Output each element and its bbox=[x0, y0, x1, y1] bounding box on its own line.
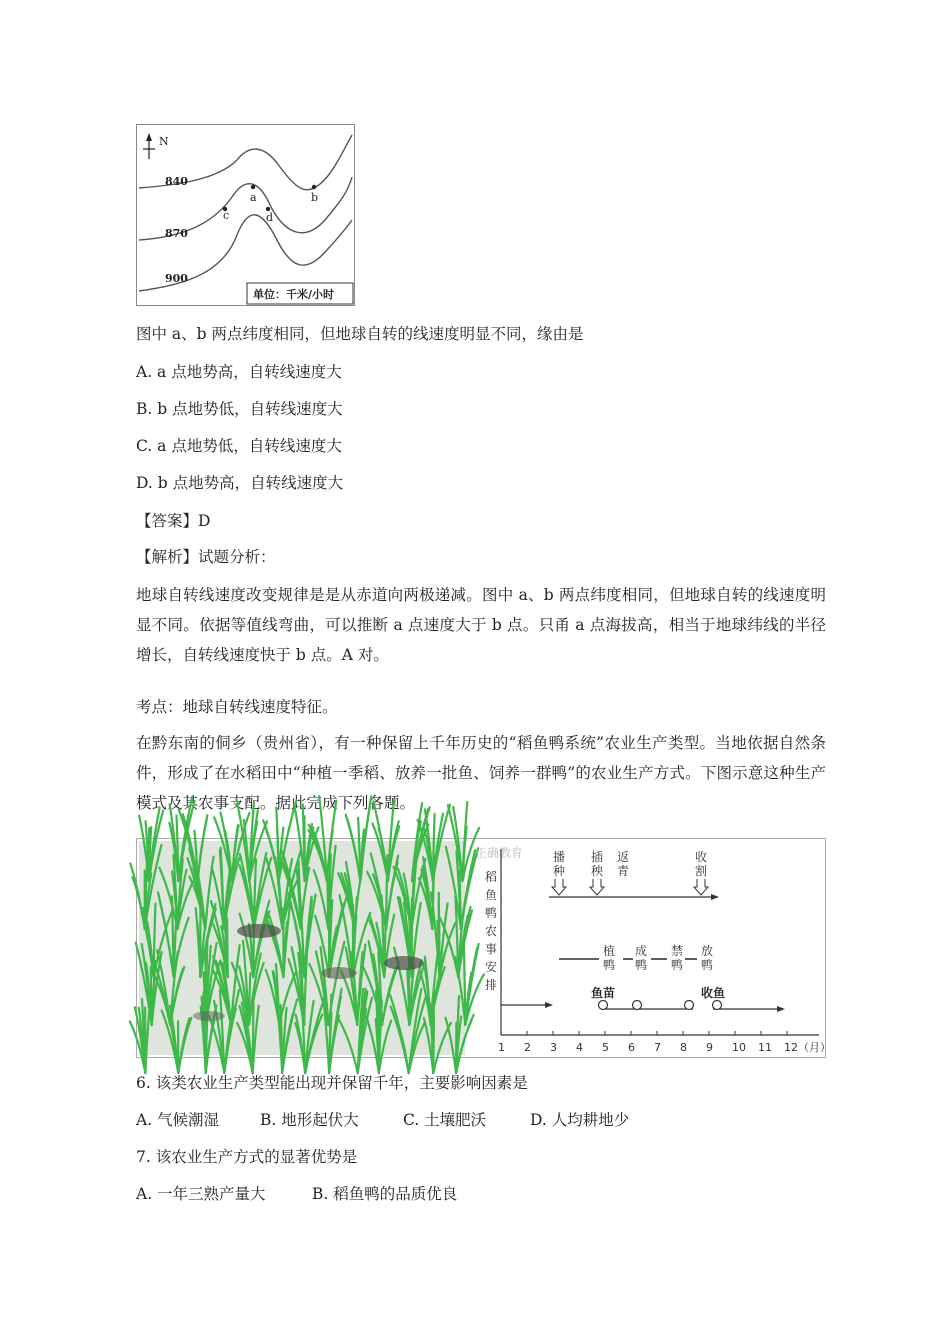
vertical-label-char: 鱼 bbox=[485, 888, 498, 902]
option-c: C. a 点地势低，自转线速度大 bbox=[136, 437, 342, 455]
point-label: d bbox=[266, 211, 274, 224]
north-arrow-icon bbox=[143, 133, 155, 159]
answer: 【答案】D bbox=[136, 512, 211, 530]
kaodian: 考点：地球自转线速度特征。 bbox=[136, 698, 338, 716]
duck-shape bbox=[193, 1011, 225, 1021]
farming-timeline bbox=[467, 839, 831, 1057]
duck-event-label: 鸭 bbox=[635, 958, 648, 972]
duck-event-label: 鸭 bbox=[603, 958, 616, 972]
option-d: D. 人均耕地少 bbox=[530, 1111, 630, 1129]
point-label: c bbox=[223, 209, 230, 222]
option-b: B. b 点地势低，自转线速度大 bbox=[136, 400, 343, 418]
fish-marker bbox=[599, 1001, 608, 1010]
option-b: B. 稻鱼鸭的品质优良 bbox=[312, 1185, 458, 1203]
vertical-label-char: 农 bbox=[485, 924, 498, 938]
fish-marker bbox=[713, 1001, 722, 1010]
month-label: 4 bbox=[576, 1041, 583, 1054]
fish-event-label: 收鱼 bbox=[701, 986, 726, 1000]
options-row bbox=[136, 1183, 457, 1205]
point-b-marker bbox=[312, 185, 316, 189]
question-stem: 7. 该农业生产方式的显著优势是 bbox=[136, 1148, 358, 1166]
duck-shape bbox=[384, 956, 424, 970]
duck-shape bbox=[237, 924, 281, 938]
rice-event-label: 青 bbox=[617, 864, 630, 878]
duck-event-label: 植 bbox=[603, 944, 616, 958]
isoline-figure bbox=[136, 124, 355, 306]
vertical-label-char: 事 bbox=[485, 942, 498, 956]
duck-shape bbox=[321, 967, 357, 979]
month-label: 10 bbox=[732, 1041, 746, 1054]
point-a-marker bbox=[251, 185, 255, 189]
rice-event-label: 秧 bbox=[591, 864, 604, 878]
contour-label: 900 bbox=[165, 272, 188, 285]
month-label: 1 bbox=[498, 1041, 505, 1054]
down-arrow-icon bbox=[590, 879, 604, 895]
duck-event-label: 禁 bbox=[671, 944, 684, 958]
intro-paragraph: 在黔东南的侗乡（贵州省），有一种保留上千年历史的“稻鱼鸭系统”农业生产类型。当地依据自然条件，形成了在水稻田中“种植一季稻、放养一批鱼、饲养一群鸭”的农业生产方式。下图示意这种生产模式及其农事支配。据此完成下列各题。 bbox=[136, 734, 826, 812]
question-stem: 图中 a、b 两点纬度相同，但地球自转的线速度明显不同，缘由是 bbox=[136, 325, 584, 343]
fish-marker bbox=[633, 1001, 642, 1010]
month-label: 5 bbox=[602, 1041, 609, 1054]
contour-label: 870 bbox=[165, 227, 188, 240]
month-label: 2 bbox=[524, 1041, 531, 1054]
contour-label: 840 bbox=[165, 175, 188, 188]
down-arrow-icon bbox=[694, 879, 708, 895]
month-label: 11 bbox=[758, 1041, 772, 1054]
option-a: A. 气候潮湿 bbox=[136, 1111, 220, 1129]
option-c: C. 土壤肥沃 bbox=[403, 1111, 487, 1129]
down-arrow-icon bbox=[552, 879, 566, 895]
rice-event-label: 收 bbox=[695, 850, 708, 864]
analysis-body: 地球自转线速度改变规律是是从赤道向两极递减。图中 a、b 两点纬度相同，但地球自转的线速度明显不同。依据等值线弯曲，可以推断 a 点速度大于 b 点。只甬 a 点海拔高，相当于地球纬线的半径增长，自转线速度快于 b 点。A 对。 bbox=[136, 586, 826, 664]
farming-figure bbox=[136, 838, 831, 1058]
vertical-label-char: 鸭 bbox=[485, 906, 498, 920]
month-label: 12（月） bbox=[784, 1041, 831, 1054]
option-a: A. a 点地势高，自转线速度大 bbox=[136, 363, 342, 381]
north-label: N bbox=[159, 135, 169, 148]
duck-event-label: 鸭 bbox=[701, 958, 714, 972]
point-label: a bbox=[250, 191, 257, 204]
duck-event-label: 放 bbox=[701, 944, 714, 958]
vertical-label-char: 排 bbox=[485, 978, 498, 992]
option-b: B. 地形起伏大 bbox=[260, 1111, 359, 1129]
month-label: 7 bbox=[654, 1041, 661, 1054]
rice-event-label: 割 bbox=[695, 864, 708, 878]
rice-event-label: 种 bbox=[553, 864, 566, 878]
month-label: 3 bbox=[550, 1041, 557, 1054]
duck-event-label: 成 bbox=[635, 944, 648, 958]
rice-field-photo bbox=[139, 841, 465, 1055]
fish-event-label: 鱼苗 bbox=[591, 986, 616, 1000]
option-a: A. 一年三熟产量大 bbox=[136, 1185, 266, 1203]
unit-label: 单位：千米/小时 bbox=[253, 288, 335, 301]
analysis-title: 【解析】试题分析： bbox=[136, 548, 276, 566]
vertical-label-char: 稻 bbox=[485, 870, 498, 884]
month-label: 9 bbox=[706, 1041, 713, 1054]
isoline-map bbox=[137, 125, 354, 305]
fish-marker bbox=[685, 1001, 694, 1010]
options-row bbox=[136, 1109, 629, 1131]
vertical-label-char: 安 bbox=[485, 960, 498, 974]
rice-event-label: 返 bbox=[617, 850, 630, 864]
duck-event-label: 鸭 bbox=[671, 958, 684, 972]
month-label: 8 bbox=[680, 1041, 687, 1054]
month-label: 6 bbox=[628, 1041, 635, 1054]
option-d: D. b 点地势高，自转线速度大 bbox=[136, 474, 344, 492]
question-stem: 6. 该类农业生产类型能出现并保留千年，主要影响因素是 bbox=[136, 1074, 528, 1092]
watermark-text: 正确教育 bbox=[475, 846, 524, 860]
rice-event-label: 插 bbox=[591, 850, 604, 864]
rice-event-label: 播 bbox=[553, 850, 566, 864]
point-label: b bbox=[311, 191, 319, 204]
